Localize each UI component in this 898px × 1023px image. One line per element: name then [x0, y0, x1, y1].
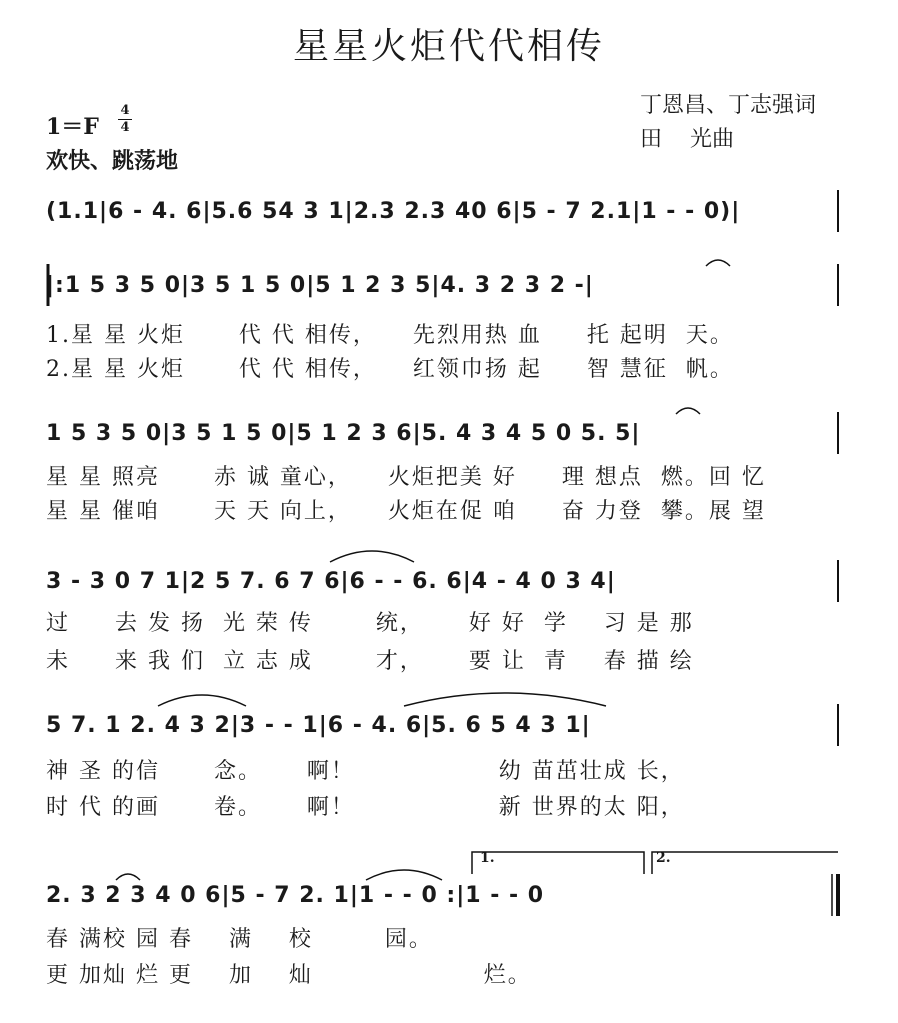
- lyric-line: 春 满校 园 春 满 校 园。: [46, 927, 433, 952]
- notation-text: 1 5 3 5 0|3 5 1 5 0|5 1 2 3 6|5. 4 3 4 5 0 5. 5|: [46, 421, 641, 446]
- key-signature: 1＝F: [46, 114, 99, 140]
- notation-text: |:1 5 3 5 0|3 5 1 5 0|5 1 2 3 5|4. 3 2 3 2 -|: [46, 273, 594, 298]
- notation-row-6: [46, 876, 852, 920]
- lyric-line: 星 星 照亮 赤 诚 童心， 火炬把美 好 理 想点 燃。回 忆: [46, 465, 766, 490]
- tempo-marking: 欢快、跳荡地: [46, 148, 179, 174]
- notation-text: 2. 3 2 3 4 0 6|5 - 7 2. 1|1 - - 0 :|1 - - 0: [46, 883, 545, 908]
- lyric-line: 更 加灿 烂 更 加 灿 烂。: [46, 963, 532, 988]
- notation-text: 5 7. 1 2. 4 3 2|3 - - 1|6 - 4. 6|5. 6 5 4 3 1|: [46, 713, 591, 738]
- notation-text: (1.1|6 - 4. 6|5.6 54 3 1|2.3 2.3 40 6|5 - 7 2.1|1 - - 0)|: [46, 199, 741, 224]
- notation-text: 3 - 3 0 7 1|2 5 7. 6 7 6|6 - - 6. 6|4 - 4 0 3 4|: [46, 569, 616, 594]
- slur: [404, 693, 606, 706]
- volta-first-label: 1.: [480, 850, 495, 866]
- composer-credit: 田 光曲: [640, 127, 734, 152]
- lyric-line: 过 去 发 扬 光 荣 传 统， 好 好 学 习 是 那: [46, 611, 694, 636]
- notation-row-4: [46, 562, 852, 606]
- notation-row-1: [46, 192, 852, 236]
- time-signature-top: 4: [120, 103, 130, 118]
- lyric-line: 星 星 催咱 天 天 向上， 火炬在促 咱 奋 力登 攀。展 望: [46, 499, 766, 524]
- lyric-line: 2.星 星 火炬 代 代 相传， 红领巾扬 起 智 慧征 帆。: [46, 357, 734, 382]
- notation-row-3: [46, 414, 852, 458]
- notation-row-2: [46, 266, 852, 310]
- volta-second-label: 2.: [656, 850, 671, 866]
- slur: [330, 551, 414, 562]
- lyric-line: 时 代 的画 卷。 啊！ 新 世界的太 阳，: [46, 795, 685, 820]
- time-signature: [118, 104, 132, 135]
- time-signature-bottom: 4: [120, 120, 130, 135]
- volta-first-bracket: [472, 852, 644, 874]
- lyric-line: 未 来 我 们 立 志 成 才， 要 让 青 春 描 绘: [46, 649, 694, 674]
- notation-row-5: [46, 706, 852, 750]
- volta-second-bracket: [652, 852, 838, 874]
- lyricist-credit: 丁恩昌、丁志强词: [640, 93, 817, 118]
- lyric-line: 1.星 星 火炬 代 代 相传， 先烈用热 血 托 起明 天。: [46, 323, 734, 348]
- lyric-line: 神 圣 的信 念。 啊！ 幼 苗茁壮成 长，: [46, 759, 685, 784]
- slur: [158, 695, 246, 706]
- song-title: 星星火炬代代相传: [292, 26, 605, 67]
